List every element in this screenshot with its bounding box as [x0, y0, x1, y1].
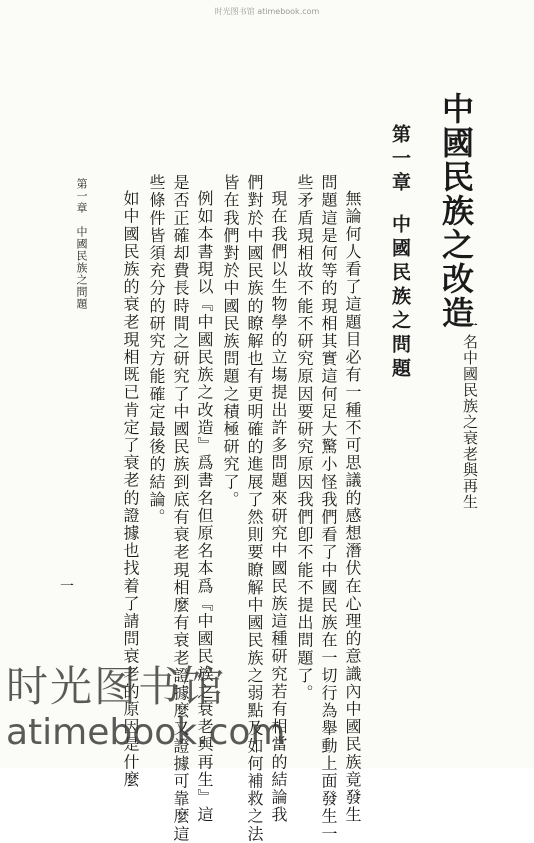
running-head: 第一章 中國民族之問題 [75, 178, 88, 310]
body-column: 些矛盾現相故不能不研究原因要研究原因我們卽不能不提出問題了。 [295, 174, 314, 702]
chapter-title: 中國民族之問題 [389, 214, 411, 382]
body-column: 如中國民族的衰老現相既已肯定了衰老的證據也找着了請問衰老的原因是什麼 [121, 190, 140, 789]
chapter-heading [390, 124, 409, 382]
watermark-url: atimebook.com [6, 712, 286, 753]
body-column: 些條件皆須充分的研究方能確定最後的結論。 [147, 174, 166, 526]
body-column: 問題這是何等的現相其實這何足大驚小怪我們看了中國民族在一切行為舉動上面發生一 [319, 174, 338, 843]
watermark-chinese: 时光图书馆 [6, 662, 227, 711]
site-header-text: 时光图书馆 atimebook.com [214, 7, 320, 16]
body-column: 現在我們以生物學的立塲提出許多問題來研究中國民族這種研究若有相當的結論我 [269, 190, 288, 824]
body-column: 無論何人看了這題目必有一種不可思議的感想潛伏在心理的意識內中國民族竟發生 [343, 190, 362, 824]
body-column: 們對於中國民族的瞭解也有更明確的進展了然則要瞭解中國民族之弱點及如何補救之法 [245, 174, 264, 843]
book-subtitle: 一名中國民族之衰老與再生 [461, 318, 479, 510]
body-column: 皆在我們對於中國民族問題之積極研究了。 [221, 174, 240, 509]
body-column: 是否正確却費長時間之研究了中國民族到底有衰老現相麼有衰老證據麼又證據可靠麼這 [171, 174, 190, 843]
chapter-number: 第一章 [389, 124, 411, 196]
page-number: 一 [60, 579, 74, 595]
body-column: 例如本書現以『中國民族之改造』爲書名但原名本爲『中國民族之衰老與再生』這 [195, 190, 214, 824]
book-title: 中國民族之改造 [437, 92, 475, 330]
